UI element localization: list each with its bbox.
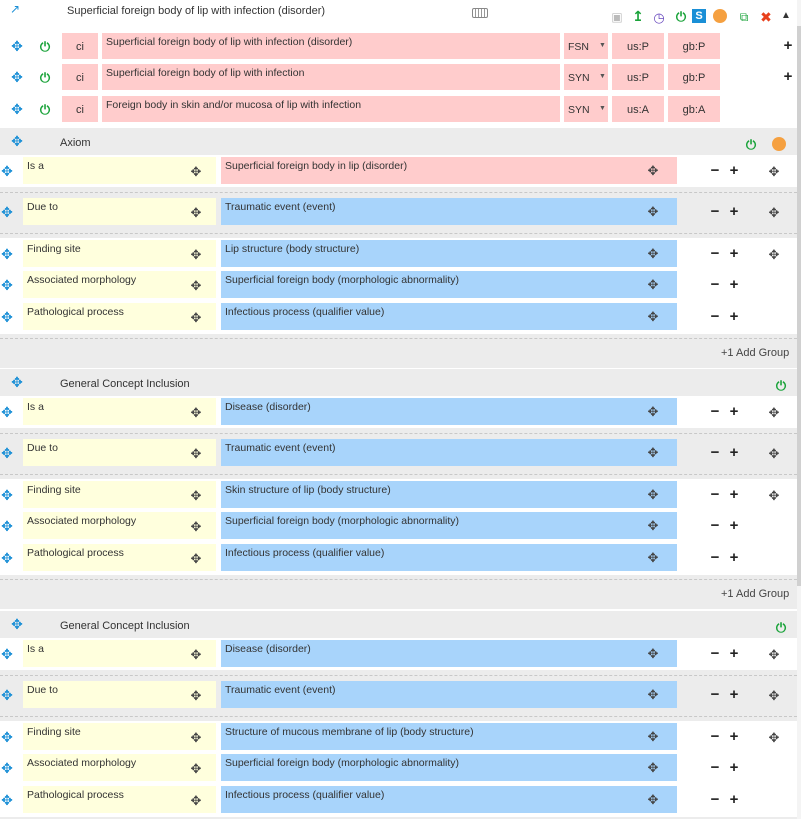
drag-attribute-icon[interactable]: ✥ [190,309,202,325]
case-significance-button[interactable]: ci [62,96,98,122]
description-active-icon[interactable]: ⏻ [39,69,51,85]
drag-group-icon[interactable]: ✥ [768,487,780,503]
drag-section-icon[interactable]: ✥ [11,133,23,149]
remove-relationship-icon[interactable]: − [710,727,720,745]
gb-acceptability-button[interactable]: gb:P [668,64,720,90]
history-icon[interactable]: ◷ [653,9,665,25]
add-relationship-icon[interactable]: + [729,758,739,776]
power-icon[interactable]: ⏻ [675,8,687,24]
target-concept-field[interactable]: Superficial foreign body (morphologic abnormality) ✥ [221,512,677,539]
status-dot [713,9,727,23]
remove-relationship-icon[interactable]: − [710,275,720,293]
section-active-icon[interactable]: ⏻ [775,619,787,635]
remove-relationship-icon[interactable]: − [710,516,720,534]
drag-target-icon[interactable]: ✥ [647,791,659,807]
us-acceptability-button[interactable]: us:P [612,33,664,59]
drag-group-icon[interactable]: ✥ [768,687,780,703]
remove-relationship-icon[interactable]: − [710,485,720,503]
drag-target-icon[interactable]: ✥ [647,728,659,744]
description-term-field[interactable]: Foreign body in skin and/or mucosa of lip with infection [102,96,560,122]
group-divider [0,433,797,434]
attribute-field[interactable]: Is a ✥ [23,157,216,184]
remove-relationship-icon[interactable]: − [710,685,720,703]
drag-relationship-icon[interactable]: ✥ [1,550,13,566]
drag-attribute-icon[interactable]: ✥ [190,760,202,776]
target-concept-field[interactable]: Traumatic event (event) ✥ [221,439,677,466]
remove-relationship-icon[interactable]: − [710,548,720,566]
target-concept-field[interactable]: Superficial foreign body (morphologic abnormality) ✥ [221,754,677,781]
concept-title: Superficial foreign body of lip with infection (disorder) [67,5,326,17]
drag-target-icon[interactable]: ✥ [647,686,659,702]
gb-acceptability-button[interactable]: gb:P [668,33,720,59]
case-significance-button[interactable]: ci [62,33,98,59]
description-term-field[interactable]: Superficial foreign body of lip with infection [102,64,560,90]
drag-relationship-icon[interactable]: ✥ [1,729,13,745]
target-concept-field[interactable]: Traumatic event (event) ✥ [221,198,677,225]
add-relationship-icon[interactable]: + [729,685,739,703]
drag-relationship-icon[interactable]: ✥ [1,792,13,808]
drag-relationship-icon[interactable]: ✥ [1,518,13,534]
keyboard-icon[interactable] [472,8,488,18]
drag-description-icon[interactable]: ✥ [11,101,23,117]
description-type-select[interactable]: SYN ▼ [564,64,608,90]
add-relationship-icon[interactable]: + [729,307,739,325]
gb-acceptability-button[interactable]: gb:A [668,96,720,122]
drag-group-icon[interactable]: ✥ [768,204,780,220]
drag-attribute-icon[interactable]: ✥ [190,277,202,293]
group-divider [0,474,797,475]
drag-relationship-icon[interactable]: ✥ [1,277,13,293]
drag-group-icon[interactable]: ✥ [768,729,780,745]
target-concept-field[interactable]: Infectious process (qualifier value) ✥ [221,544,677,571]
add-relationship-icon[interactable]: + [729,485,739,503]
drag-relationship-icon[interactable]: ✥ [1,445,13,461]
attribute-field[interactable]: Associated morphology ✥ [23,271,216,298]
target-concept-field[interactable]: Lip structure (body structure) ✥ [221,240,677,267]
drag-relationship-icon[interactable]: ✥ [1,404,13,420]
scrollbar-thumb[interactable] [797,26,801,586]
target-concept-field[interactable]: Infectious process (qualifier value) ✥ [221,786,677,813]
section-title: General Concept Inclusion [60,620,190,632]
section-status-dot [772,137,786,151]
section-active-icon[interactable]: ⏻ [775,377,787,393]
add-relationship-icon[interactable]: + [729,244,739,262]
section-title: General Concept Inclusion [60,378,190,390]
add-description-icon[interactable]: + [783,67,793,85]
drag-target-icon[interactable]: ✥ [647,517,659,533]
drag-target-icon[interactable]: ✥ [647,403,659,419]
external-link-icon[interactable]: ↗ [9,2,21,16]
chevron-down-icon: ▼ [599,105,606,112]
drag-attribute-icon[interactable]: ✥ [190,487,202,503]
add-relationship-icon[interactable]: + [729,644,739,662]
drag-target-icon[interactable]: ✥ [647,444,659,460]
remove-relationship-icon[interactable]: − [710,758,720,776]
chevron-down-icon: ▼ [599,42,606,49]
attribute-field[interactable]: Associated morphology ✥ [23,754,216,781]
drag-group-icon[interactable]: ✥ [768,646,780,662]
remove-relationship-icon[interactable]: − [710,443,720,461]
attribute-field[interactable]: Is a ✥ [23,398,216,425]
target-concept-field[interactable]: Disease (disorder) ✥ [221,640,677,667]
drag-target-icon[interactable]: ✥ [647,245,659,261]
group-divider [0,675,797,676]
section-active-icon[interactable]: ⏻ [745,136,757,152]
promote-icon[interactable]: ↥ [632,8,644,24]
attribute-field[interactable]: Due to ✥ [23,681,216,708]
attribute-field[interactable]: Finding site ✥ [23,723,216,750]
drag-relationship-icon[interactable]: ✥ [1,163,13,179]
section-title: Axiom [60,137,91,149]
remove-relationship-icon[interactable]: − [710,202,720,220]
add-relationship-icon[interactable]: + [729,790,739,808]
description-type-select[interactable]: SYN ▼ [564,96,608,122]
drag-group-icon[interactable]: ✥ [768,404,780,420]
drag-attribute-icon[interactable]: ✥ [190,792,202,808]
drag-target-icon[interactable]: ✥ [647,549,659,565]
add-relationship-icon[interactable]: + [729,275,739,293]
remove-relationship-icon[interactable]: − [710,244,720,262]
attribute-field[interactable]: Associated morphology ✥ [23,512,216,539]
drag-attribute-icon[interactable]: ✥ [190,445,202,461]
drag-attribute-icon[interactable]: ✥ [190,550,202,566]
drag-attribute-icon[interactable]: ✥ [190,204,202,220]
add-relationship-icon[interactable]: + [729,548,739,566]
drag-group-icon[interactable]: ✥ [768,445,780,461]
add-relationship-icon[interactable]: + [729,727,739,745]
attribute-field[interactable]: Is a ✥ [23,640,216,667]
drag-target-icon[interactable]: ✥ [647,645,659,661]
drag-section-icon[interactable]: ✥ [11,616,23,632]
remove-relationship-icon[interactable]: − [710,161,720,179]
drag-relationship-icon[interactable]: ✥ [1,204,13,220]
remove-relationship-icon[interactable]: − [710,790,720,808]
drag-attribute-icon[interactable]: ✥ [190,646,202,662]
drag-description-icon[interactable]: ✥ [11,69,23,85]
drag-group-icon[interactable]: ✥ [768,163,780,179]
drag-target-icon[interactable]: ✥ [647,308,659,324]
description-term-field[interactable]: Superficial foreign body of lip with infection (disorder) [102,33,560,59]
attribute-field[interactable]: Pathological process ✥ [23,544,216,571]
remove-relationship-icon[interactable]: − [710,644,720,662]
drag-group-icon[interactable]: ✥ [768,246,780,262]
drag-relationship-icon[interactable]: ✥ [1,687,13,703]
us-acceptability-button[interactable]: us:P [612,64,664,90]
attribute-field[interactable]: Pathological process ✥ [23,303,216,330]
save-icon[interactable]: ▣ [611,10,623,24]
collapse-icon[interactable]: ▲ [781,10,791,21]
drag-relationship-icon[interactable]: ✥ [1,246,13,262]
description-type-select[interactable]: FSN ▼ [564,33,608,59]
drag-target-icon[interactable]: ✥ [647,486,659,502]
target-concept-field[interactable]: Infectious process (qualifier value) ✥ [221,303,677,330]
group-divider [0,579,797,580]
us-acceptability-button[interactable]: us:A [612,96,664,122]
attribute-field[interactable]: Pathological process ✥ [23,786,216,813]
drag-attribute-icon[interactable]: ✥ [190,163,202,179]
chevron-down-icon: ▼ [599,73,606,80]
group-divider [0,192,797,193]
attribute-field[interactable]: Due to ✥ [23,198,216,225]
target-concept-field[interactable]: Superficial foreign body (morphologic abnormality) ✥ [221,271,677,298]
drag-attribute-icon[interactable]: ✥ [190,518,202,534]
group-divider [0,338,797,339]
case-significance-button[interactable]: ci [62,64,98,90]
drag-relationship-icon[interactable]: ✥ [1,646,13,662]
group-divider [0,716,797,717]
remove-relationship-icon[interactable]: − [710,402,720,420]
add-group-button[interactable]: +1 Add Group [721,588,790,600]
drag-relationship-icon[interactable]: ✥ [1,309,13,325]
description-active-icon[interactable]: ⏻ [39,38,51,54]
add-relationship-icon[interactable]: + [729,516,739,534]
drag-attribute-icon[interactable]: ✥ [190,687,202,703]
drag-target-icon[interactable]: ✥ [647,276,659,292]
copy-icon[interactable]: ⧉ [739,10,749,24]
drag-target-icon[interactable]: ✥ [647,203,659,219]
group-divider [0,233,797,234]
close-icon[interactable]: ✖ [760,9,772,25]
add-relationship-icon[interactable]: + [729,202,739,220]
drag-target-icon[interactable]: ✥ [647,162,659,178]
target-concept-field[interactable]: Superficial foreign body in lip (disorder) ✥ [221,157,677,184]
drag-attribute-icon[interactable]: ✥ [190,404,202,420]
drag-relationship-icon[interactable]: ✥ [1,760,13,776]
target-concept-field[interactable]: Traumatic event (event) ✥ [221,681,677,708]
add-description-icon[interactable]: + [783,36,793,54]
add-relationship-icon[interactable]: + [729,161,739,179]
add-group-button[interactable]: +1 Add Group [721,347,790,359]
s-icon[interactable]: S [692,9,706,23]
drag-section-icon[interactable]: ✥ [11,374,23,390]
target-concept-field[interactable]: Skin structure of lip (body structure) ✥ [221,481,677,508]
drag-attribute-icon[interactable]: ✥ [190,246,202,262]
attribute-field[interactable]: Finding site ✥ [23,481,216,508]
target-concept-field[interactable]: Structure of mucous membrane of lip (body structure) ✥ [221,723,677,750]
target-concept-field[interactable]: Disease (disorder) ✥ [221,398,677,425]
attribute-field[interactable]: Due to ✥ [23,439,216,466]
add-relationship-icon[interactable]: + [729,402,739,420]
attribute-field[interactable]: Finding site ✥ [23,240,216,267]
remove-relationship-icon[interactable]: − [710,307,720,325]
drag-target-icon[interactable]: ✥ [647,759,659,775]
drag-description-icon[interactable]: ✥ [11,38,23,54]
drag-relationship-icon[interactable]: ✥ [1,487,13,503]
drag-attribute-icon[interactable]: ✥ [190,729,202,745]
description-active-icon[interactable]: ⏻ [39,101,51,117]
add-relationship-icon[interactable]: + [729,443,739,461]
